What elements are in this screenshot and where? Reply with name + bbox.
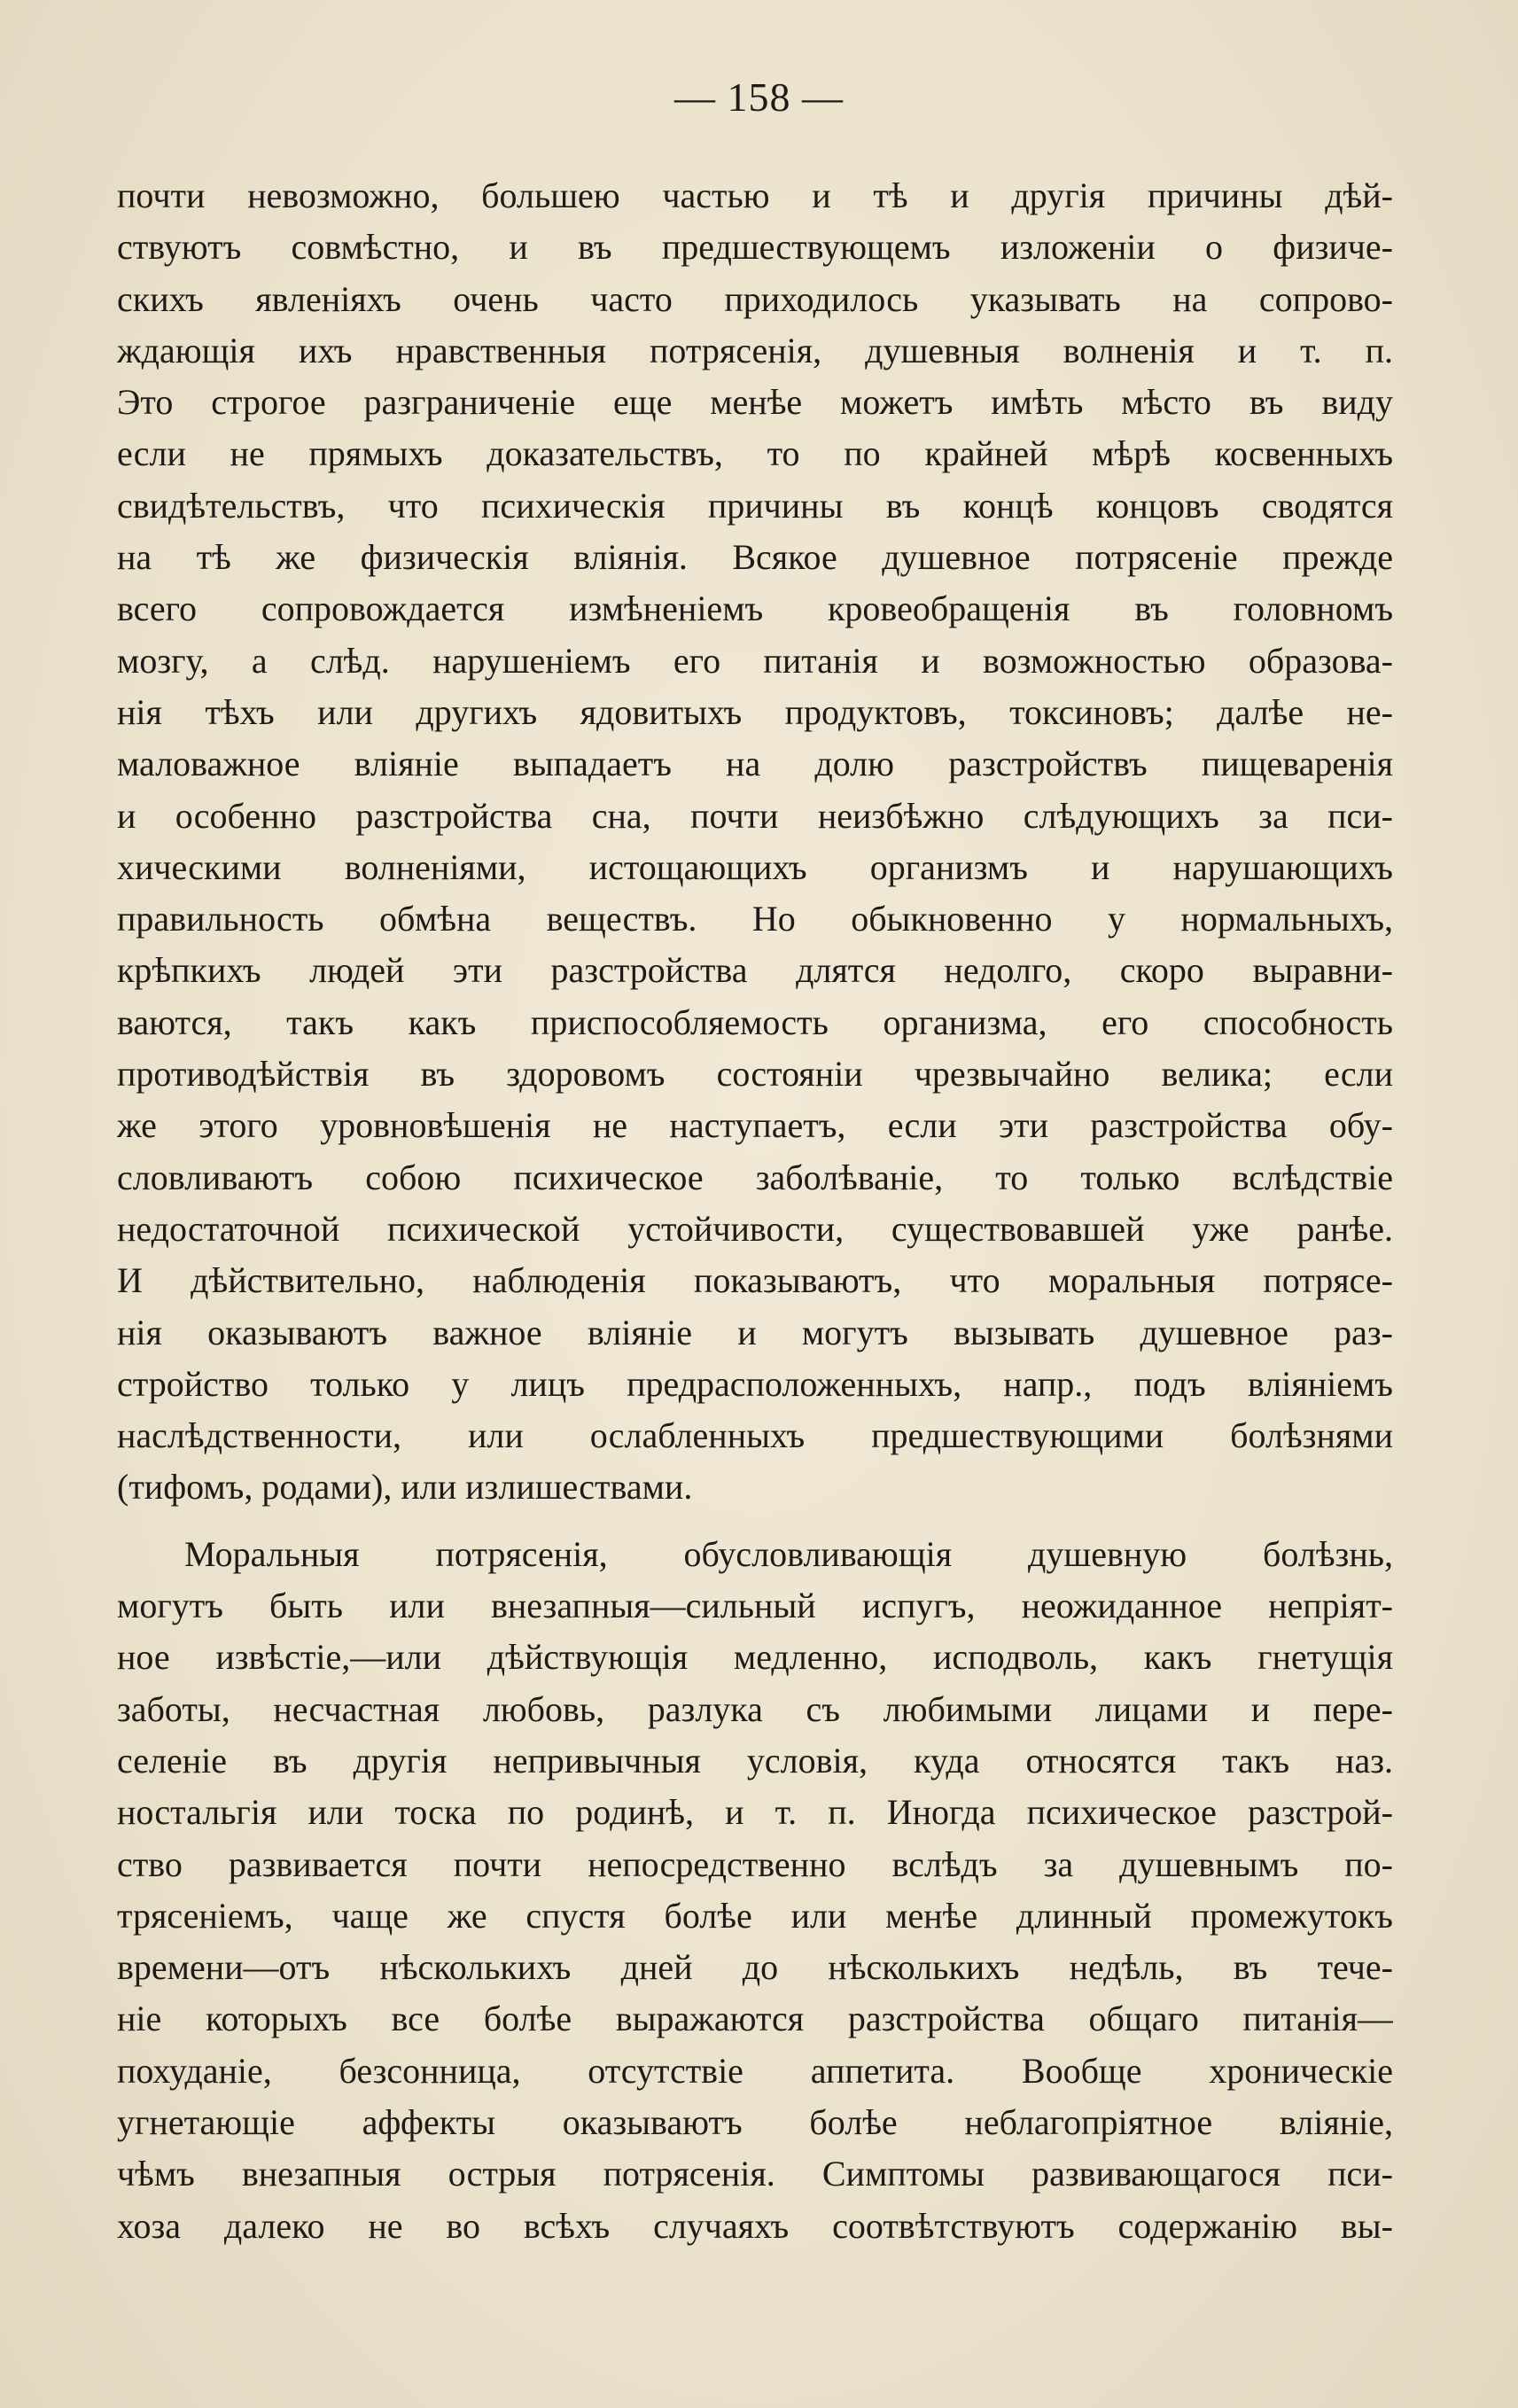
text-line: угнетающіе аффекты оказываютъ болѣе неблагопріятное вліяніе, bbox=[117, 2101, 1393, 2142]
text-line: похуданіе, безсонница, отсутствіе аппетита. Вообще хроническіе bbox=[117, 2050, 1393, 2091]
text-line: (тифомъ, родами), или излишествами. bbox=[117, 1467, 693, 1508]
text-line: Это строгое разграниченіе еще менѣе можетъ имѣть мѣсто въ виду bbox=[117, 382, 1393, 423]
text-line: ствуютъ совмѣстно, и въ предшествующемъ изложеніи о физиче- bbox=[117, 227, 1393, 268]
text-line: времени—отъ нѣсколькихъ дней до нѣсколькихъ недѣль, въ тече- bbox=[117, 1947, 1393, 1988]
text-line: всего сопровождается измѣненіемъ кровеобращенія въ головномъ bbox=[117, 588, 1393, 629]
text-line: стройство только у лицъ предрасположенныхъ, напр., подъ вліяніемъ bbox=[117, 1363, 1393, 1404]
text-line: чѣмъ внезапныя острыя потрясенія. Симптомы развивающагося пси- bbox=[117, 2154, 1393, 2194]
text-line: ное извѣстіе,—или дѣйствующія медленно, исподволь, какъ гнетущія bbox=[117, 1637, 1393, 1678]
text-line: могутъ быть или внезапныя—сильный испугъ, неожиданное непріят- bbox=[117, 1586, 1393, 1626]
paragraph-spacer bbox=[117, 1514, 1393, 1529]
body-text bbox=[117, 170, 1393, 2252]
text-line: селеніе въ другія непривычныя условія, куда относятся такъ наз. bbox=[117, 1740, 1393, 1781]
text-line: скихъ явленіяхъ очень часто приходилось указывать на сопрово- bbox=[117, 278, 1393, 319]
text-line: почти невозможно, большею частью и тѣ и другія причины дѣй- bbox=[117, 175, 1393, 215]
text-line: И дѣйствительно, наблюденія показываютъ, что моральныя потрясе- bbox=[117, 1260, 1393, 1301]
text-line: ностальгія или тоска по родинѣ, и т. п. Иногда психическое разстрой- bbox=[117, 1792, 1393, 1833]
text-line: ніе которыхъ все болѣе выражаются разстройства общаго питанія— bbox=[117, 1999, 1393, 2039]
text-line: если не прямыхъ доказательствъ, то по крайней мѣрѣ косвенныхъ bbox=[117, 433, 1393, 474]
text-line: на тѣ же физическія вліянія. Всякое душевное потрясеніе прежде bbox=[117, 537, 1393, 578]
text-line: правильность обмѣна веществъ. Но обыкновенно у нормальныхъ, bbox=[117, 899, 1393, 939]
text-line: же этого уровновѣшенія не наступаетъ, если эти разстройства обу- bbox=[117, 1105, 1393, 1146]
text-line: Моральныя потрясенія, обусловливающія душевную болѣзнь, bbox=[184, 1533, 1393, 1574]
text-line: мозгу, а слѣд. нарушеніемъ его питанія и возможностью образова- bbox=[117, 640, 1393, 681]
text-line: заботы, несчастная любовь, разлука съ любимыми лицами и пере- bbox=[117, 1688, 1393, 1729]
text-line: противодѣйствія въ здоровомъ состояніи чрезвычайно велика; если bbox=[117, 1054, 1393, 1095]
text-line: и особенно разстройства сна, почти неизбѣжно слѣдующихъ за пси- bbox=[117, 795, 1393, 836]
text-line: нія тѣхъ или другихъ ядовитыхъ продуктовъ, токсиновъ; далѣе не- bbox=[117, 691, 1393, 732]
text-line: ваются, такъ какъ приспособляемость организма, его способность bbox=[117, 1001, 1393, 1042]
text-line: ждающія ихъ нравственныя потрясенія, душевныя волненія и т. п. bbox=[117, 330, 1393, 370]
text-line: словливаютъ собою психическое заболѣваніе, то только вслѣдствіе bbox=[117, 1157, 1393, 1197]
text-line: трясеніемъ, чаще же спустя болѣе или менѣе длинный промежутокъ bbox=[117, 1895, 1393, 1936]
text-line: нія оказываютъ важное вліяніе и могутъ вызывать душевное раз- bbox=[117, 1312, 1393, 1352]
text-line: ство развивается почти непосредственно вслѣдъ за душевнымъ по- bbox=[117, 1843, 1393, 1884]
text-line: хоза далеко не во всѣхъ случаяхъ соотвѣтствуютъ содержанію вы- bbox=[117, 2205, 1393, 2246]
text-line: свидѣтельствъ, что психическія причины въ концѣ концовъ сводятся bbox=[117, 485, 1393, 526]
text-line: хическими волненіями, истощающихъ организмъ и нарушающихъ bbox=[117, 846, 1393, 887]
page-number: — 158 — bbox=[674, 74, 844, 120]
paragraph-1 bbox=[117, 170, 1393, 1514]
text-line: наслѣдственности, или ослабленныхъ предшествующими болѣзнями bbox=[117, 1415, 1393, 1456]
text-line: крѣпкихъ людей эти разстройства длятся недолго, скоро выравни- bbox=[117, 950, 1393, 991]
paragraph-2 bbox=[117, 1529, 1393, 2252]
text-line: недостаточной психической устойчивости, существовавшей уже ранѣе. bbox=[117, 1208, 1393, 1249]
text-line: маловажное вліяніе выпадаетъ на долю разстройствъ пищеваренія bbox=[117, 744, 1393, 784]
